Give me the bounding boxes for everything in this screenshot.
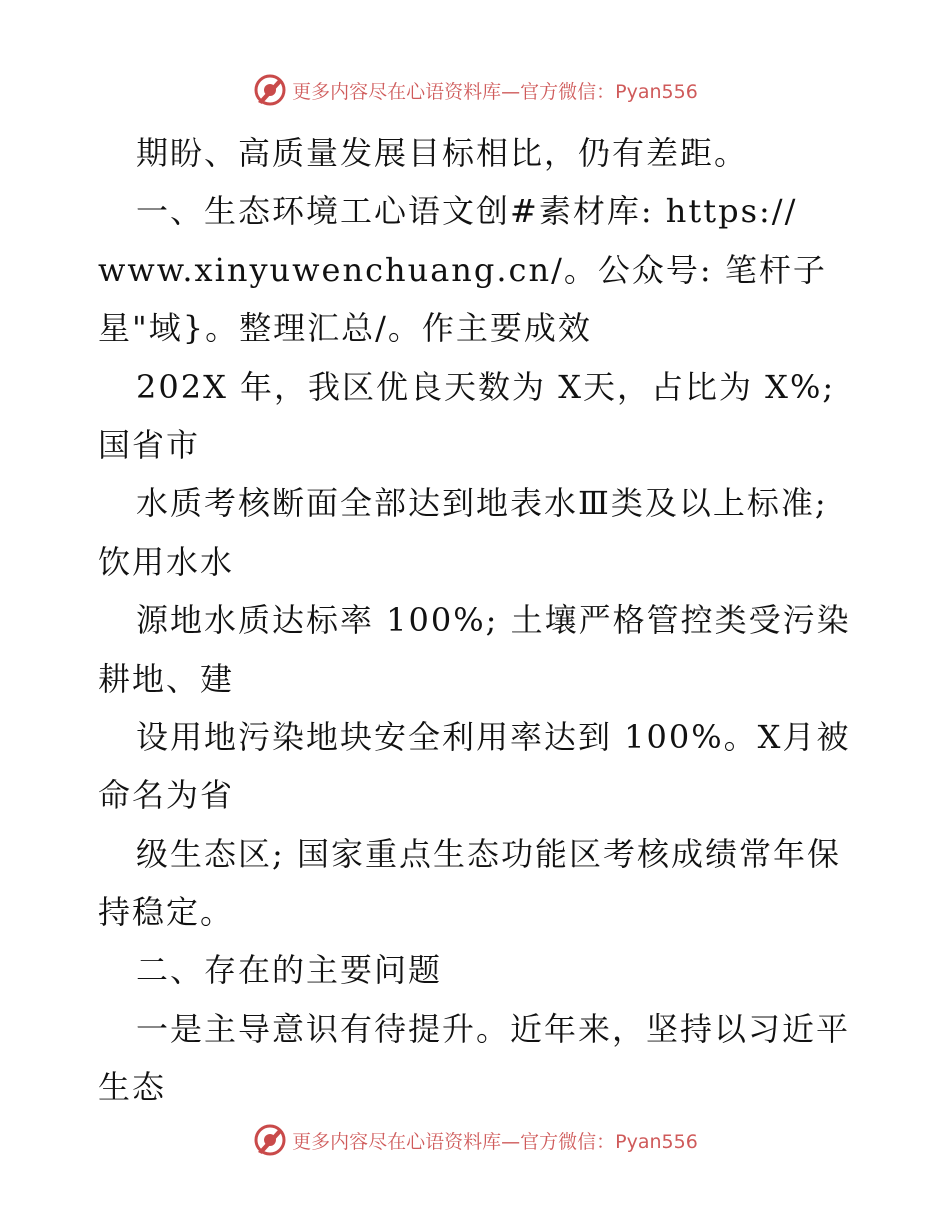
text-line: 设用地污染地块安全利用率达到 100%。X月被 [136, 717, 851, 756]
text-line: 国省市 [98, 425, 201, 464]
pen-logo-icon [252, 72, 288, 108]
text-line: 一、生态环境工心语文创#素材库: https:// [136, 192, 798, 231]
header-watermark [0, 70, 950, 110]
text-line: www.xinyuwenchuang.cn/。公众号: 笔杆子 [98, 250, 827, 289]
text-line: 持稳定。 [98, 893, 235, 932]
text-line: 生态 [98, 1068, 167, 1107]
text-line: 耕地、建 [98, 659, 235, 698]
section-heading: 二、存在的主要问题 [136, 951, 443, 990]
document-body [98, 124, 868, 1117]
footer-watermark [0, 1120, 950, 1160]
pen-logo-icon [252, 1122, 288, 1158]
header-banner-text: 更多内容尽在心语资料库—官方微信：Pyan556 [292, 80, 698, 103]
footer-banner-text: 更多内容尽在心语资料库—官方微信：Pyan556 [292, 1130, 698, 1153]
text-line: 饮用水水 [98, 542, 235, 581]
text-line: 期盼、高质量发展目标相比，仍有差距。 [136, 134, 749, 172]
text-line: 水质考核断面全部达到地表水Ⅲ类及以上标准; [136, 484, 828, 523]
text-line: 命名为省 [98, 776, 235, 815]
text-line: 星"域}。整理汇总/。作主要成效 [98, 309, 592, 348]
text-line: 级生态区; 国家重点生态功能区考核成绩常年保 [136, 834, 841, 873]
text-line: 一是主导意识有待提升。近年来，坚持以习近平 [136, 1009, 851, 1048]
text-line: 源地水质达标率 100%; 土壤严格管控类受污染 [136, 601, 851, 640]
text-line: 202X 年，我区优良天数为 X天，占比为 X%; [136, 367, 836, 406]
